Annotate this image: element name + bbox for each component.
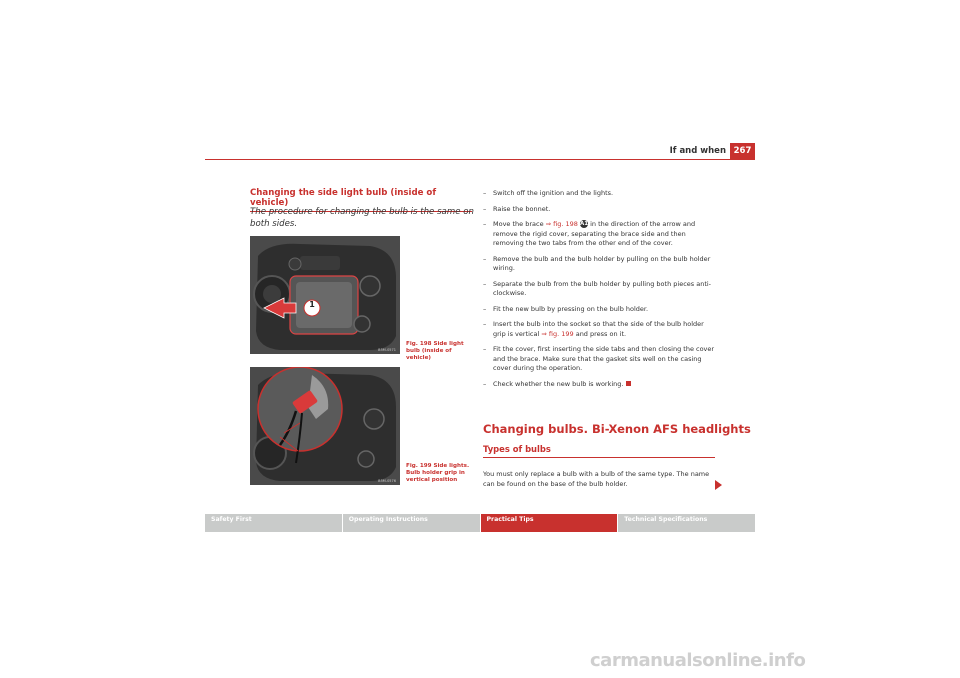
list-item: – Check whether the new bulb is working.: [483, 380, 715, 390]
instruction-list: [483, 189, 715, 395]
end-mark-icon: [626, 381, 631, 386]
callout-number: 1: [309, 300, 315, 309]
subsection-title: Types of bulbs: [483, 444, 715, 458]
header-rule: [205, 159, 755, 160]
chapter-title: If and when: [669, 146, 726, 156]
figure-199-caption: Fig. 199 Side lights. Bulb holder grip in vertical position: [406, 463, 470, 483]
list-item: – Separate the bulb from the bulb holder by pulling both pieces anti-clockwise.: [483, 279, 712, 297]
figure-199-image: [250, 367, 400, 485]
list-item: – Move the brace ⇒ fig. 198 A1 in the direction of the arrow and remove the rigid cover, separating the brace side and then removing the two tabs from the other end of the cover.: [483, 220, 696, 247]
page-number: 267: [730, 143, 755, 159]
section-title: Changing bulbs. Bi-Xenon AFS headlights: [483, 422, 751, 436]
list-item: – Insert the bulb into the socket so that the side of the bulb holder grip is vertical ⇒ fig. 199 and press on it.: [483, 320, 704, 338]
tab-safety-first[interactable]: Safety First: [205, 514, 342, 532]
callout-marker: A1: [580, 221, 589, 227]
watermark: carmanualsonline.info: [590, 650, 806, 671]
tab-practical-tips[interactable]: Practical Tips: [481, 514, 618, 532]
tab-operating-instructions[interactable]: Operating Instructions: [343, 514, 480, 532]
figure-198-image: [250, 236, 400, 354]
figure-code: B5M-0571: [378, 348, 396, 352]
tab-technical-specifications[interactable]: Technical Specifications: [618, 514, 755, 532]
list-item: – Fit the cover, first inserting the side tabs and then closing the cover and the brace. Make sure that the gasket sits well on the casing cover during the operation.: [483, 345, 715, 372]
list-item: – Remove the bulb and the bulb holder by pulling on the bulb holder wiring.: [483, 254, 711, 272]
footer-nav: [205, 514, 755, 532]
figure-code: B5M-0576: [378, 479, 396, 483]
figure-reference-link[interactable]: ⇒ fig. 198: [545, 220, 578, 228]
figure-198-caption: Fig. 198 Side light bulb (inside of vehicle): [406, 341, 464, 361]
section-intro: The procedure for changing the bulb is the same on both sides.: [250, 207, 474, 229]
list-item: – Raise the bonnet.: [483, 204, 551, 213]
body-text: You must only replace a bulb with a bulb of the same type. The name can be found on the base of the bulb holder.: [483, 470, 710, 488]
figure-reference-link[interactable]: ⇒ fig. 199: [541, 329, 574, 338]
section-title: Changing the side light bulb (inside of vehicle): [250, 188, 472, 212]
continue-arrow-icon: [715, 480, 722, 490]
list-item: – Fit the new bulb by pressing on the bulb holder.: [483, 304, 649, 313]
list-item: – Switch off the ignition and the lights.: [483, 189, 614, 197]
